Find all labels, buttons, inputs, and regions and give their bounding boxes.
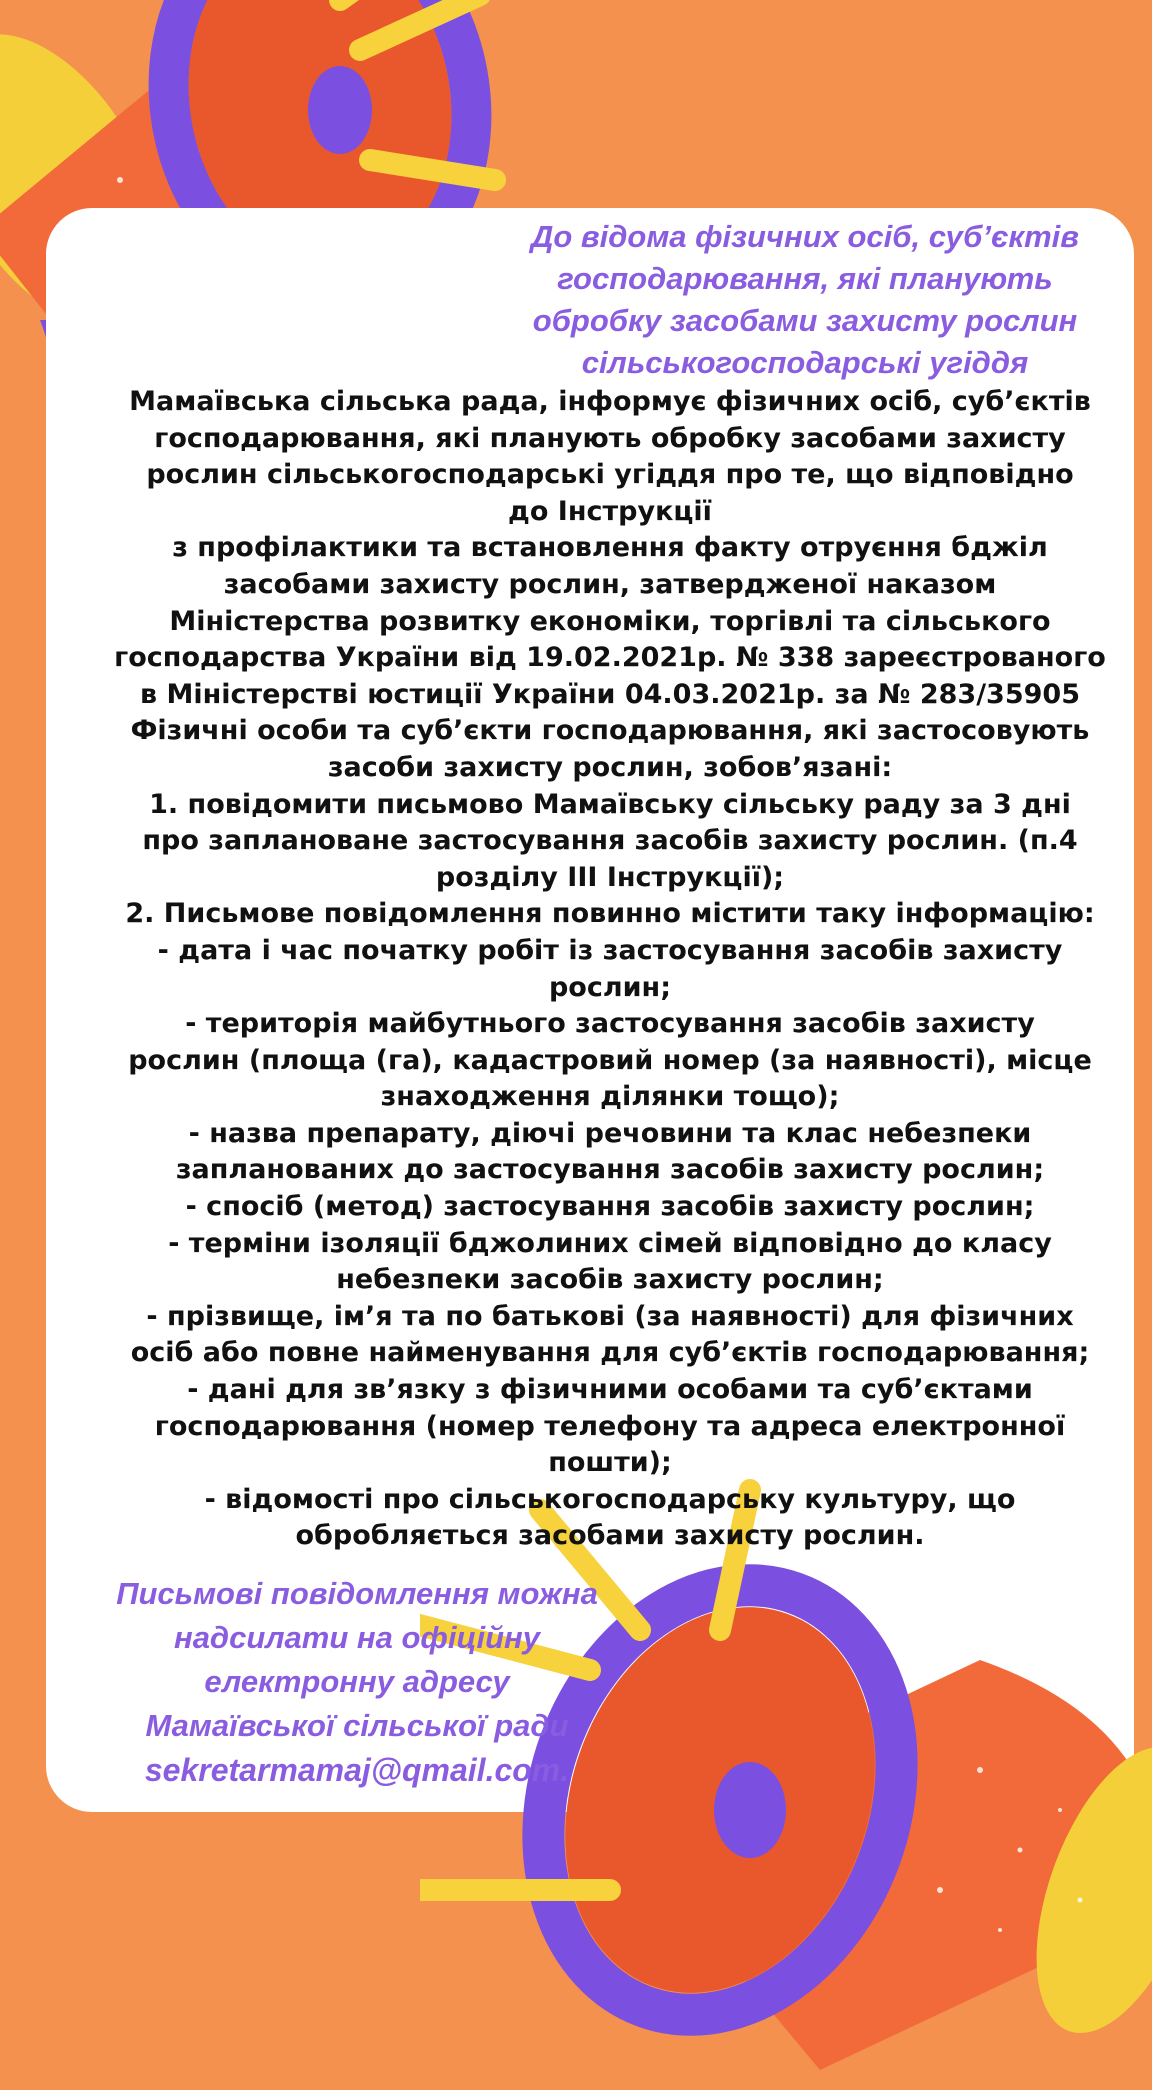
- body-line: - дані для зв’язку з фізичними особами та суб’єктами: [187, 1374, 1033, 1406]
- body-line: рослин (площа (га), кадастровий номер (за наявності), місце: [128, 1044, 1092, 1076]
- body-line: запланованих до застосування засобів захисту рослин;: [175, 1154, 1045, 1186]
- announcement-body: [110, 384, 1110, 1555]
- body-line: небезпеки засобів захисту рослин;: [336, 1264, 884, 1296]
- contact-line: надсилати на офіційну: [173, 1620, 541, 1655]
- heading-line: господарювання, які планують: [557, 261, 1053, 296]
- body-line: обробляється засобами захисту рослин.: [295, 1520, 925, 1552]
- body-line: господарювання (номер телефону та адреса електронної: [154, 1410, 1066, 1442]
- body-line: засоби захисту рослин, зобов’язані:: [327, 751, 893, 783]
- body-line: рослин сільськогосподарські угіддя про те, що відповідно: [146, 459, 1074, 491]
- body-line: осіб або повне найменування для суб’єктів господарювання;: [130, 1337, 1090, 1369]
- body-line: Фізичні особи та суб’єкти господарювання, які застосовують: [130, 715, 1090, 747]
- body-line: 1. повідомити письмово Мамаївську сільську раду за 3 дні: [149, 788, 1071, 820]
- heading-line: До відома фізичних осіб, суб’єктів: [530, 219, 1080, 254]
- body-line: знаходження ділянки тощо);: [380, 1081, 840, 1113]
- body-line: - назва препарату, діючі речовини та клас небезпеки: [188, 1117, 1032, 1149]
- heading-line: обробку засобами захисту рослин: [532, 303, 1078, 338]
- contact-note: [92, 1572, 622, 1792]
- body-line: з профілактики та встановлення факту отруєння бджіл: [172, 532, 1048, 564]
- body-line: в Міністерстві юстиції України 04.03.2021р. за № 283/35905: [139, 678, 1080, 710]
- body-line: - відомості про сільськогосподарську культуру, що: [204, 1483, 1016, 1515]
- body-line: про заплановане застосування засобів захисту рослин. (п.4: [142, 825, 1078, 857]
- body-line: господарювання, які планують обробку засобами захисту: [154, 422, 1066, 454]
- announcement-heading: [520, 216, 1090, 384]
- body-line: - терміни ізоляції бджолиних сімей відповідно до класу: [168, 1227, 1052, 1259]
- body-line: Міністерства розвитку економіки, торгівлі та сільського: [169, 605, 1051, 637]
- contact-line: Письмові повідомлення можна: [116, 1576, 598, 1611]
- body-line: Мамаївська сільська рада, інформує фізичних осіб, суб’єктів: [129, 386, 1091, 417]
- body-line: господарства України від 19.02.2021р. № 338 зареєстрованого: [114, 642, 1106, 674]
- body-line: - територія майбутнього застосування засобів захисту: [185, 1008, 1035, 1040]
- body-line: до Інструкції: [508, 495, 712, 527]
- contact-line: електронну адресу: [204, 1664, 510, 1699]
- body-line: рослин;: [548, 971, 672, 1003]
- contact-line: Мамаївської сільської ради: [145, 1708, 569, 1743]
- body-line: 2. Письмове повідомлення повинно містити таку інформацію:: [125, 898, 1095, 930]
- body-line: - дата і час початку робіт із застосування засобів захисту: [157, 934, 1063, 966]
- body-line: розділу ІІІ Інструкції);: [435, 861, 785, 893]
- body-line: - спосіб (метод) застосування засобів захисту рослин;: [185, 1191, 1035, 1223]
- contact-email: sekretarmamaj@qmail.com.: [144, 1752, 570, 1788]
- body-line: - прізвище, ім’я та по батькові (за наявності) для фізичних: [146, 1300, 1074, 1332]
- body-line: пошти);: [548, 1447, 672, 1479]
- heading-line: сільськогосподарські угіддя: [581, 345, 1029, 380]
- body-line: засобами захисту рослин, затвердженої наказом: [223, 568, 997, 600]
